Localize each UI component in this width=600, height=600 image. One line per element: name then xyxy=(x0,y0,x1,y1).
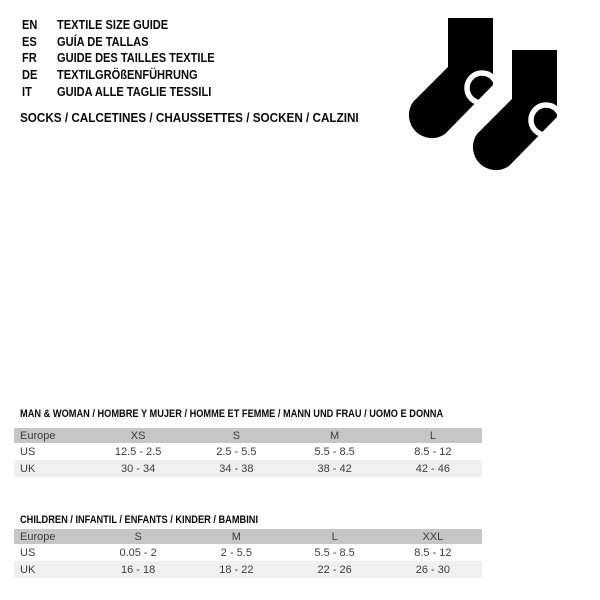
language-label: TEXTILE SIZE GUIDE xyxy=(57,17,169,32)
table-row-uk xyxy=(14,561,482,578)
size-cell: 8.5 - 12 xyxy=(414,445,452,458)
socks-icon xyxy=(404,18,564,178)
sock-left-icon xyxy=(409,18,497,138)
column-header-size: S xyxy=(232,429,241,442)
column-header-region: Europe xyxy=(20,429,56,442)
table-row-uk xyxy=(14,460,482,477)
size-cell: 5.5 - 8.5 xyxy=(314,445,355,458)
column-header-region: Europe xyxy=(20,530,56,543)
language-label: GUÍA DE TALLAS xyxy=(57,33,149,49)
column-header-size: M xyxy=(330,429,340,442)
language-code: ES xyxy=(22,33,37,49)
man-woman-size-table xyxy=(14,428,482,477)
size-cell: 2 - 5.5 xyxy=(220,546,252,559)
table-row-us xyxy=(14,544,482,561)
size-cell: 2.5 - 5.5 xyxy=(216,445,257,458)
language-label: GUIDA ALLE TAGLIE TESSILI xyxy=(57,83,212,99)
language-label: TEXTILGRÖßENFÜHRUNG xyxy=(57,67,198,83)
row-label: US xyxy=(20,546,36,559)
size-cell: 16 - 18 xyxy=(121,563,156,576)
children-table-title: CHILDREN / INFANTIL / ENFANTS / KINDER / BAMBINI xyxy=(20,514,259,526)
language-label: GUIDE DES TAILLES TEXTILE xyxy=(57,50,215,66)
size-cell: 42 - 46 xyxy=(415,462,450,475)
size-cell: 22 - 26 xyxy=(317,563,352,576)
row-label: US xyxy=(20,445,36,458)
column-header-size: L xyxy=(331,530,338,543)
column-header-size: M xyxy=(231,530,241,543)
size-cell: 8.5 - 12 xyxy=(414,546,452,559)
size-cell: 30 - 34 xyxy=(121,462,156,475)
language-code: FR xyxy=(22,50,37,66)
table-header-row xyxy=(14,529,482,544)
column-header-size: S xyxy=(134,530,142,543)
column-header-size: XS xyxy=(130,429,146,442)
man-woman-table-title: MAN & WOMAN / HOMBRE Y MUJER / HOMME ET FEMME / MANN UND FRAU / UOMO E DONNA xyxy=(20,408,444,420)
column-header-size: L xyxy=(429,429,436,442)
size-cell: 26 - 30 xyxy=(415,563,450,576)
size-cell: 0.05 - 2 xyxy=(119,546,157,559)
size-cell: 34 - 38 xyxy=(219,462,254,475)
language-code: EN xyxy=(22,17,38,32)
language-code: IT xyxy=(22,83,32,99)
size-cell: 5.5 - 8.5 xyxy=(314,546,355,559)
children-size-table xyxy=(14,529,482,578)
column-header-size: XXL xyxy=(422,530,444,543)
size-cell: 18 - 22 xyxy=(219,563,254,576)
size-cell: 38 - 42 xyxy=(317,462,352,475)
table-row-us xyxy=(14,443,482,460)
size-cell: 12.5 - 2.5 xyxy=(114,445,162,458)
row-label: UK xyxy=(20,563,36,576)
category-heading: SOCKS / CALCETINES / CHAUSSETTES / SOCKEN / CALZINI xyxy=(20,110,359,125)
language-code: DE xyxy=(22,67,38,83)
table-header-row xyxy=(14,428,482,443)
row-label: UK xyxy=(20,462,36,475)
